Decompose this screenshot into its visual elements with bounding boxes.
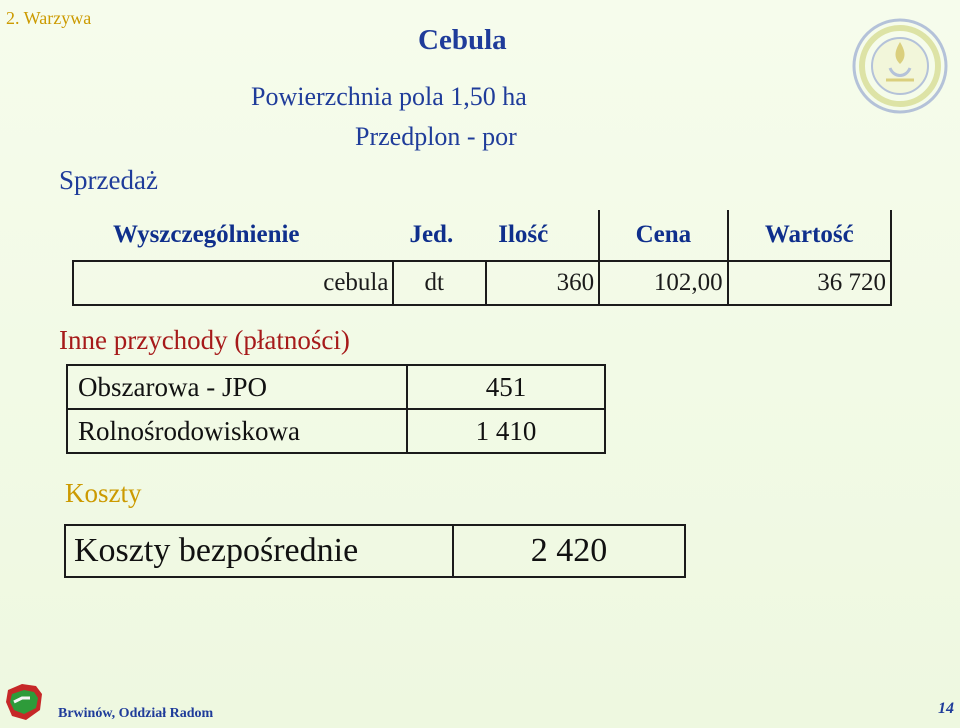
sales-header-row (73, 210, 891, 261)
footer-text: Brwinów, Oddział Radom (58, 706, 214, 721)
page-number: 14 (938, 700, 954, 717)
page-title: Cebula (418, 24, 507, 56)
income-name: Rolnośrodowiskowa (67, 409, 407, 453)
income-value: 451 (407, 365, 605, 409)
column-header-unit: Jed. (393, 210, 486, 261)
cell-quantity: 360 (486, 261, 599, 305)
column-header-price: Cena (599, 210, 728, 261)
other-income-heading: Inne przychody (płatności) (59, 325, 350, 355)
table-row (65, 525, 685, 577)
section-label: 2. Warzywa (6, 8, 92, 28)
column-header-value: Wartość (728, 210, 891, 261)
seal-logo-icon (850, 16, 950, 116)
income-value: 1 410 (407, 409, 605, 453)
cell-unit: dt (393, 261, 486, 305)
sales-table (72, 210, 892, 306)
cost-name: Koszty bezpośrednie (65, 525, 453, 577)
other-income-table (66, 364, 606, 454)
table-row (67, 409, 605, 453)
cell-value: 36 720 (728, 261, 891, 305)
costs-table (64, 524, 686, 578)
cost-value: 2 420 (453, 525, 685, 577)
cell-price: 102,00 (599, 261, 728, 305)
cell-item: cebula (73, 261, 393, 305)
field-area-label: Powierzchnia pola 1,50 ha (251, 82, 527, 111)
table-row (73, 261, 891, 305)
sales-heading: Sprzedaż (59, 165, 158, 195)
cdr-logo-icon (2, 680, 50, 724)
table-row (67, 365, 605, 409)
column-header-item: Wyszczególnienie (73, 210, 393, 261)
income-name: Obszarowa - JPO (67, 365, 407, 409)
column-header-quantity: Ilość (486, 210, 599, 261)
previous-crop-label: Przedplon - por (355, 122, 517, 151)
costs-heading: Koszty (65, 478, 142, 508)
